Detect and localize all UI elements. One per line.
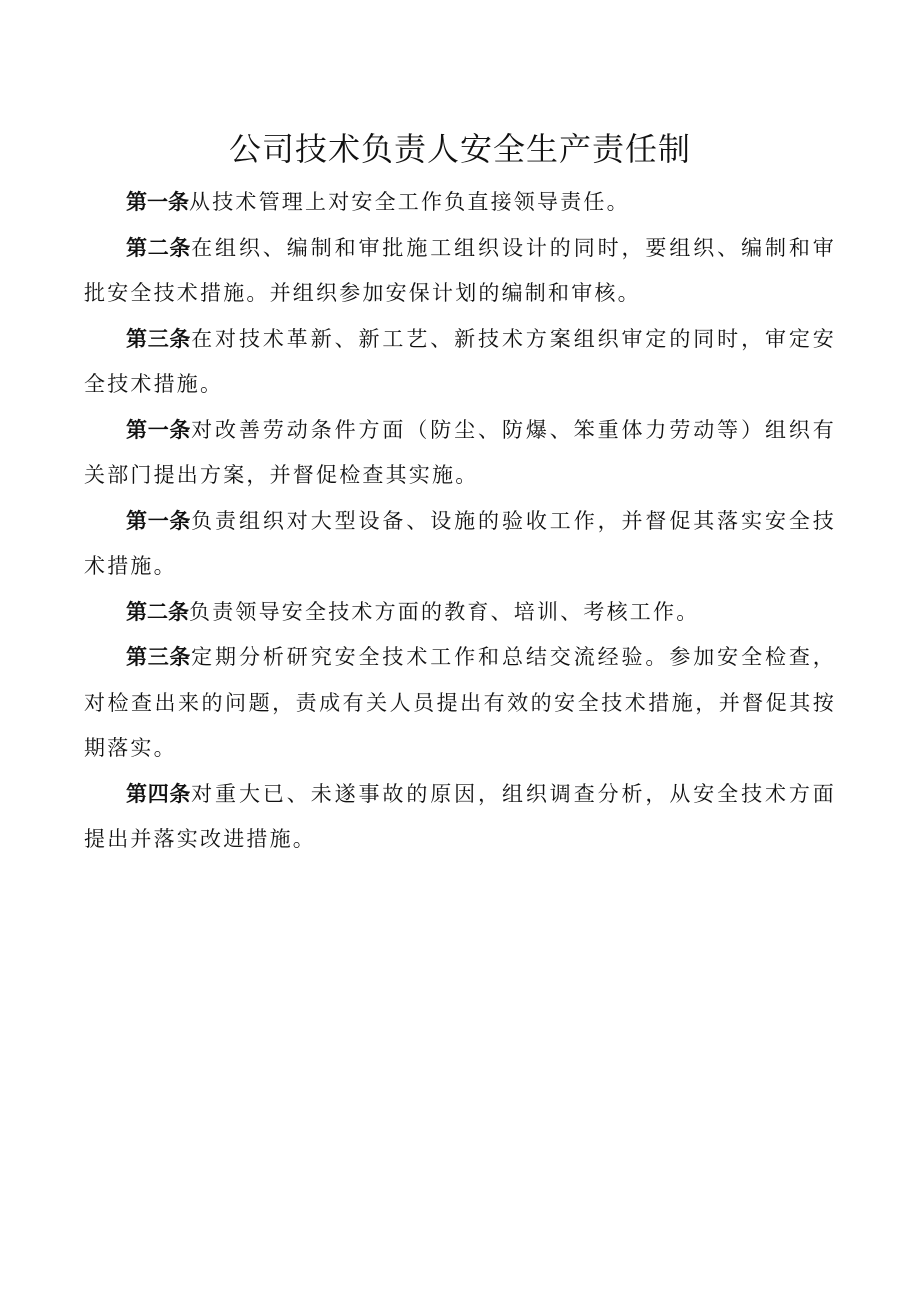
article-text: 在对技术革新、新工艺、新技术方案组织审定的同时，审定安全技术措施。 <box>84 326 837 396</box>
article-text: 定期分析研究安全技术工作和总结交流经验。参加安全检查，对检查出来的问题，责成有关人员提出有效的安全技术措施，并督促其按期落实。 <box>84 645 837 760</box>
article-label: 第三条 <box>126 326 192 351</box>
article-paragraph <box>84 590 836 636</box>
document-title: 公司技术负责人安全生产责任制 <box>228 130 691 168</box>
article-paragraph <box>84 408 836 499</box>
article-label: 第一条 <box>126 190 189 214</box>
article-paragraph <box>84 499 836 590</box>
article-paragraph <box>84 226 836 317</box>
article-text: 从技术管理上对安全工作负直接领导责任。 <box>189 190 630 214</box>
article-paragraph <box>84 772 836 863</box>
article-label: 第二条 <box>126 599 189 624</box>
article-paragraph <box>84 635 836 772</box>
document-body <box>84 180 836 863</box>
article-text: 对改善劳动条件方面（防尘、防爆、笨重体力劳动等）组织有关部门提出方案，并督促检查其实施。 <box>84 417 837 487</box>
article-text: 对重大已、未遂事故的原因，组织调查分析，从安全技术方面提出并落实改进措施。 <box>84 781 837 851</box>
article-label: 第四条 <box>126 781 192 806</box>
article-paragraph <box>84 317 836 408</box>
article-text: 负责领导安全技术方面的教育、培训、考核工作。 <box>189 599 700 624</box>
article-label: 第一条 <box>126 508 192 533</box>
article-label: 第一条 <box>126 417 192 442</box>
article-label: 第三条 <box>126 645 192 669</box>
article-label: 第二条 <box>126 235 192 260</box>
article-text: 在组织、编制和审批施工组织设计的同时，要组织、编制和审批安全技术措施。并组织参加安保计划的编制和审核。 <box>84 235 837 305</box>
article-paragraph <box>84 180 836 226</box>
article-text: 负责组织对大型设备、设施的验收工作，并督促其落实安全技术措施。 <box>84 508 837 578</box>
